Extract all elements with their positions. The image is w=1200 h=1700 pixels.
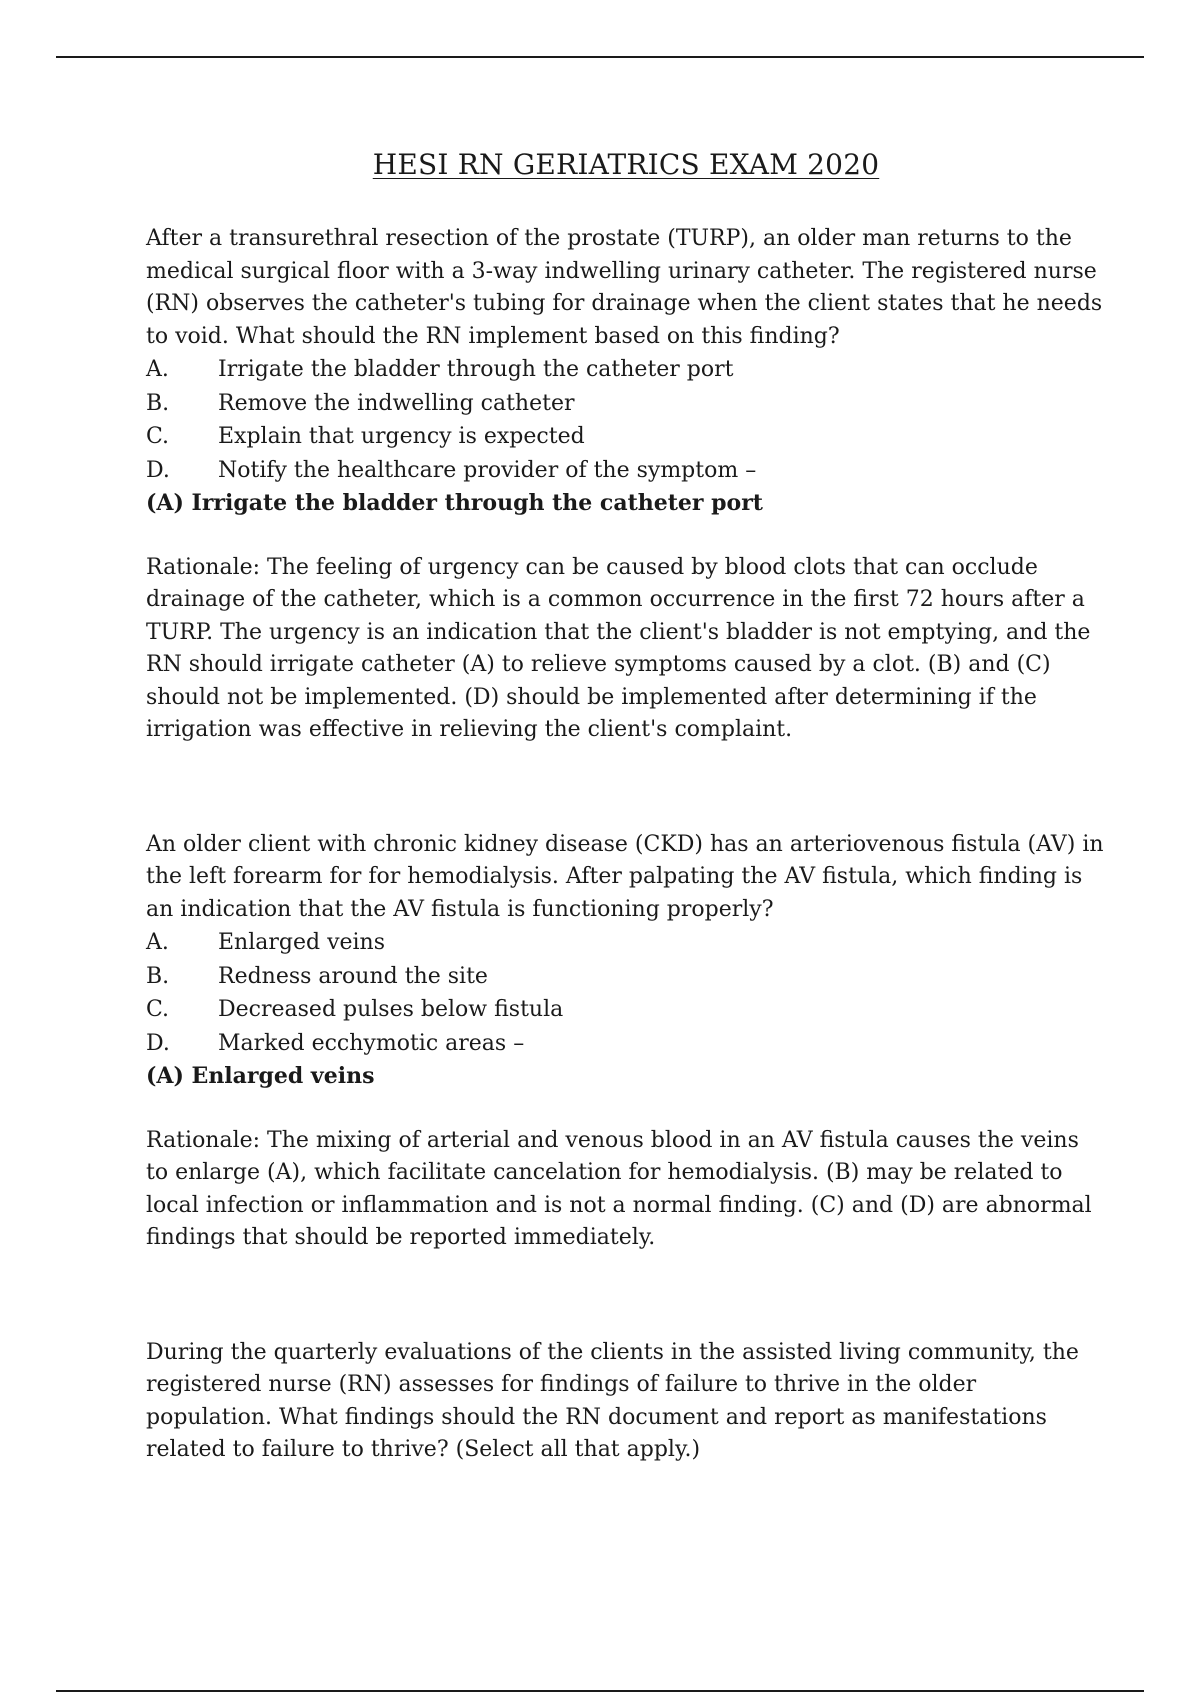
page-content (146, 148, 1106, 1467)
option-c (146, 420, 1106, 454)
rationale: Rationale: The feeling of urgency can be caused by blood clots that can occlude drainage of the catheter, which is a common occurrence in the first 72 hours after a TURP. The urgency is an indication that the client's bladder is not emptying, and the RN should irrigate catheter (A) to relieve symptoms caused by a clot. (B) and (C) should not be implemented. (D) should be implemented after determining if the irrigation was effective in relieving the client's complaint. (146, 554, 1091, 742)
option-text: Redness around the site (218, 963, 488, 989)
option-letter: B. (146, 963, 170, 989)
question-stem: An older client with chronic kidney disease (CKD) has an arteriovenous fistula (AV) in the left forearm for for hemodialysis. After palpating the AV fistula, which finding is an indication that the AV fistula is functioning properly? (146, 831, 1104, 922)
question-2 (146, 829, 1106, 1255)
option-text: Remove the indwelling catheter (218, 390, 575, 416)
options-list (146, 353, 1106, 487)
option-d (146, 454, 1106, 488)
bottom-rule (56, 1690, 1144, 1692)
option-letter: D. (146, 457, 170, 483)
option-letter: C. (146, 997, 170, 1022)
question-1 (146, 223, 1106, 747)
options-list (146, 926, 1106, 1060)
option-text: Irrigate the bladder through the catheter port (218, 357, 734, 382)
option-b (146, 387, 1106, 421)
option-b (146, 960, 1106, 994)
top-rule (56, 56, 1144, 58)
page-title: HESI RN GERIATRICS EXAM 2020 (372, 148, 880, 181)
section-spacer (146, 747, 1106, 829)
option-text: Decreased pulses below fistula (218, 997, 564, 1022)
correct-answer: (A) Irrigate the bladder through the catheter port (146, 490, 763, 516)
option-letter: A. (146, 357, 169, 382)
option-a (146, 926, 1106, 960)
rationale: Rationale: The mixing of arterial and venous blood in an AV fistula causes the veins to enlarge (A), which facilitate cancelation for hemodialysis. (B) may be related to local infection or inflammation and is not a normal finding. (C) and (D) are abnormal findings that should be reported immediately. (146, 1127, 1092, 1250)
option-letter: B. (146, 390, 170, 416)
option-d (146, 1027, 1106, 1061)
option-letter: D. (146, 1030, 170, 1056)
option-text: Marked ecchymotic areas – (218, 1030, 525, 1056)
option-letter: A. (146, 930, 169, 955)
question-stem: After a transurethral resection of the prostate (TURP), an older man returns to the medical surgical floor with a 3-way indwelling urinary catheter. The registered nurse (RN) observes the catheter's tubing for drainage when the client states that he needs to void. What should the RN implement based on this finding? (146, 226, 1103, 349)
option-text: Notify the healthcare provider of the symptom – (218, 457, 757, 483)
option-a (146, 353, 1106, 387)
option-text: Enlarged veins (218, 930, 386, 955)
option-text: Explain that urgency is expected (218, 424, 585, 449)
question-3 (146, 1337, 1106, 1467)
option-c (146, 993, 1106, 1027)
question-stem: During the quarterly evaluations of the clients in the assisted living community, the registered nurse (RN) assesses for findings of failure to thrive in the older population. What findings should the RN document and report as manifestations related to failure to thrive? (Select all that apply.) (146, 1339, 1079, 1462)
option-letter: C. (146, 424, 170, 449)
section-spacer (146, 1255, 1106, 1337)
correct-answer: (A) Enlarged veins (146, 1063, 375, 1089)
